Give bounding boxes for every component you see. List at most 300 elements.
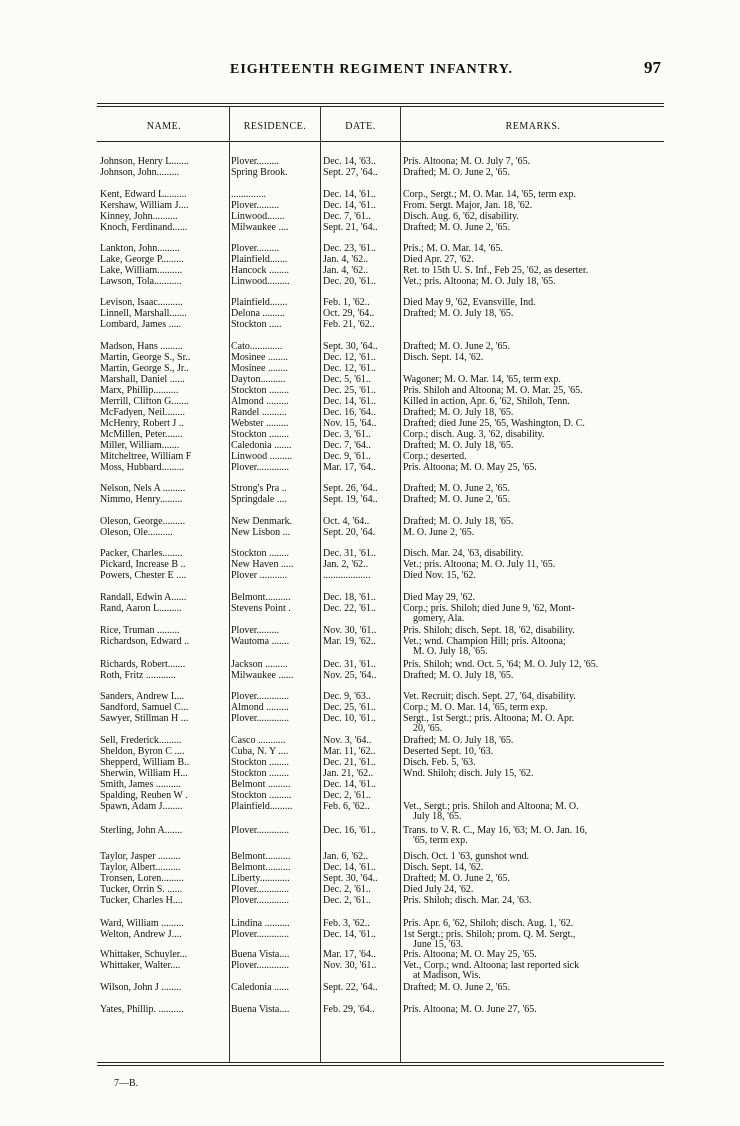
date-cell: Sept. 27, '64.. (323, 168, 378, 178)
table-row (0, 190, 740, 200)
name-cell: Sanders, Andrew I.... (100, 692, 185, 702)
remarks-cell: Pris. Apr. 6, '62, Shiloh; disch. Aug. 1, '62. (403, 918, 574, 929)
table-row-continuation (0, 812, 740, 822)
name-cell: Sell, Frederick......... (100, 736, 182, 746)
date-cell: Dec. 7, '61.. (323, 212, 371, 222)
name-cell: Sterling, John A....... (100, 826, 183, 836)
table-row (0, 571, 740, 581)
date-cell: Dec. 16, '61.. (323, 826, 376, 836)
date-cell: Sept. 30, '64.. (323, 342, 378, 352)
remarks-cell: Corp.; pris. Shiloh; died June 9, '62, Mont- (403, 603, 575, 614)
residence-cell: Caledonia ....... (231, 441, 292, 451)
residence-cell: Belmont ......... (231, 780, 291, 790)
table-row (0, 353, 740, 363)
name-cell: Lombard, James ..... (100, 320, 182, 330)
name-cell: Sheldon, Byron C .... (100, 747, 185, 757)
name-cell: Madson, Hans ......... (100, 342, 183, 352)
remarks-continuation: June 15, '63. (413, 939, 464, 950)
date-cell: Jan. 4, '62.. (323, 255, 369, 265)
date-cell: Dec. 2, '61.. (323, 885, 371, 895)
residence-cell: Stockton ........ (231, 758, 290, 768)
residence-cell: Buena Vista.... (231, 950, 290, 960)
table-header-rule (97, 141, 664, 142)
residence-cell: Plover............. (231, 826, 290, 836)
remarks-cell: Wnd. Shiloh; disch. July 15, '62. (403, 768, 534, 779)
residence-cell: Cato............. (231, 342, 283, 352)
date-cell: Sept. 19, '64.. (323, 495, 378, 505)
table-row (0, 201, 740, 211)
residence-cell: Belmont.......... (231, 593, 291, 603)
residence-cell: Plainfield....... (231, 298, 288, 308)
table-row (0, 430, 740, 440)
table-row (0, 874, 740, 884)
date-cell: Nov. 15, '64.. (323, 419, 377, 429)
remarks-cell: Disch. Feb. 5, '63. (403, 757, 476, 768)
date-cell: Dec. 10, '61.. (323, 714, 376, 724)
remarks-cell: Corp.; deserted. (403, 451, 467, 462)
table-bottom-rule-2 (97, 1065, 664, 1066)
remarks-cell: Trans. to V. R. C., May 16, '63; M. O. Jan. 16, (403, 825, 588, 836)
name-cell: Rand, Aaron L......... (100, 604, 182, 614)
date-cell: Jan. 2, '62.. (323, 560, 369, 570)
residence-cell: Plover ........... (231, 571, 288, 581)
name-cell: Pickard, Increase B .. (100, 560, 186, 570)
table-row (0, 863, 740, 873)
date-cell: Dec. 2, '61.. (323, 791, 371, 801)
table-row (0, 637, 740, 647)
table-row (0, 593, 740, 603)
date-cell: Dec. 25, '61.. (323, 386, 376, 396)
remarks-cell: Drafted; M. O. June 2, '65. (403, 341, 511, 352)
name-cell: Welton, Andrew J.... (100, 930, 182, 940)
table-row (0, 626, 740, 636)
date-cell: Sept. 30, '64.. (323, 874, 378, 884)
date-cell: Dec. 14, '61.. (323, 930, 376, 940)
name-cell: Sherwin, William H... (100, 769, 188, 779)
name-cell: Powers, Chester E .... (100, 571, 187, 581)
column-header-name: NAME. (146, 121, 182, 132)
name-cell: Rice, Truman ......... (100, 626, 180, 636)
remarks-cell: Drafted; M. O. June 2, '65. (403, 494, 511, 505)
residence-cell: .............. (231, 190, 266, 200)
table-row (0, 919, 740, 929)
table-row (0, 484, 740, 494)
name-cell: Tucker, Charles H.... (100, 896, 183, 906)
table-row (0, 983, 740, 993)
table-row (0, 747, 740, 757)
table-row (0, 277, 740, 287)
table-row-continuation (0, 724, 740, 734)
date-cell: Jan. 6, '62.. (323, 852, 369, 862)
residence-cell: Linwood ......... (231, 452, 293, 462)
table-row (0, 342, 740, 352)
remarks-cell: Drafted; M. O. July 18, '65. (403, 440, 514, 451)
table-row (0, 660, 740, 670)
table-row (0, 961, 740, 971)
name-cell: Wilson, John J ........ (100, 983, 182, 993)
remarks-continuation: July 18, '65. (413, 811, 462, 822)
date-cell: Dec. 9, '61.. (323, 452, 371, 462)
residence-cell: Plover......... (231, 244, 280, 254)
remarks-cell: Pris. Altoona; M. O. June 27, '65. (403, 1004, 537, 1015)
name-cell: Taylor, Albert.......... (100, 863, 181, 873)
page-title: EIGHTEENTH REGIMENT INFANTRY. (230, 62, 514, 77)
name-cell: McMillen, Peter....... (100, 430, 183, 440)
date-cell: Mar. 11, '62.. (323, 747, 376, 757)
residence-cell: Mosinee ........ (231, 353, 288, 363)
residence-cell: Linwood......... (231, 277, 290, 287)
remarks-cell: From. Sergt. Major, Jan. 18, '62. (403, 200, 533, 211)
date-cell: Dec. 5, '61.. (323, 375, 371, 385)
residence-cell: Jackson ......... (231, 660, 288, 670)
date-cell: Dec. 7, '64.. (323, 441, 371, 451)
remarks-cell: 1st Sergt.; pris. Shiloh; prom. Q. M. Sergt., (403, 929, 576, 940)
date-cell: Dec. 14, '61.. (323, 863, 376, 873)
date-cell: Dec. 31, '61.. (323, 549, 376, 559)
remarks-cell: Vet.; pris. Altoona; M. O. July 11, '65. (403, 559, 556, 570)
date-cell: Jan. 21, '62.. (323, 769, 374, 779)
residence-cell: New Denmark. (231, 517, 293, 527)
name-cell: Kershaw, William J.... (100, 201, 189, 211)
table-row (0, 266, 740, 276)
table-row (0, 168, 740, 178)
signature-mark: 7—B. (114, 1078, 139, 1089)
remarks-cell: M. O. June 2, '65. (403, 527, 475, 538)
remarks-cell: Died May 29, '62. (403, 592, 476, 603)
residence-cell: Randel .......... (231, 408, 287, 418)
table-row (0, 157, 740, 167)
table-row (0, 375, 740, 385)
date-cell: ................... (323, 571, 371, 581)
remarks-cell: Pris. Shiloh and Altoona; M. O. Mar. 25, '65. (403, 385, 583, 396)
date-cell: Sept. 21, '64.. (323, 223, 378, 233)
table-top-rule (97, 103, 664, 104)
table-row (0, 320, 740, 330)
residence-cell: Casco ........... (231, 736, 286, 746)
name-cell: Packer, Charles........ (100, 549, 183, 559)
residence-cell: Hancock ........ (231, 266, 290, 276)
name-cell: Nimmo, Henry......... (100, 495, 183, 505)
table-row (0, 463, 740, 473)
residence-cell: Stockton ........ (231, 386, 290, 396)
residence-cell: Strong's Pra .. (231, 484, 287, 494)
date-cell: Jan. 4, '62.. (323, 266, 369, 276)
remarks-cell: Pris. Shiloh; disch. Mar. 24, '63. (403, 895, 532, 906)
residence-cell: Buena Vista.... (231, 1005, 290, 1015)
remarks-cell: Disch. Sept. 14, '62. (403, 352, 484, 363)
remarks-cell: Ret. to 15th U. S. Inf., Feb 25, '62, as deserter. (403, 265, 589, 276)
table-row-continuation (0, 940, 740, 950)
residence-cell: Milwaukee ...... (231, 671, 294, 681)
name-cell: Shepperd, William B.. (100, 758, 190, 768)
table-row (0, 452, 740, 462)
remarks-cell: Died Nov. 15, '62. (403, 570, 476, 581)
remarks-continuation: gomery, Ala. (413, 613, 465, 624)
table-row (0, 950, 740, 960)
date-cell: Mar. 19, '62.. (323, 637, 376, 647)
residence-cell: Springdale .... (231, 495, 287, 505)
table-row (0, 703, 740, 713)
name-cell: Lankton, John......... (100, 244, 180, 254)
date-cell: Dec. 21, '61.. (323, 758, 376, 768)
remarks-cell: Corp.; M. O. Mar. 14, '65, term exp. (403, 702, 548, 713)
name-cell: Yates, Phillip. .......... (100, 1005, 184, 1015)
name-cell: Tucker, Orrin S. ...... (100, 885, 183, 895)
residence-cell: New Lisbon ... (231, 528, 291, 538)
name-cell: Oleson, Ole.......... (100, 528, 173, 538)
name-cell: Richards, Robert....... (100, 660, 186, 670)
name-cell: Linnell, Marshall....... (100, 309, 187, 319)
remarks-cell: Vet., Sergt.; pris. Shiloh and Altoona; M. O. (403, 801, 579, 812)
residence-cell: Webster ......... (231, 419, 289, 429)
name-cell: Johnson, John......... (100, 168, 180, 178)
remarks-cell: Sergt., 1st Sergt.; pris. Altoona; M. O. Apr. (403, 713, 575, 724)
name-cell: Taylor, Jasper ......... (100, 852, 181, 862)
remarks-cell: Drafted; M. O. June 2, '65. (403, 167, 511, 178)
table-row (0, 802, 740, 812)
name-cell: Nelson, Nels A ......... (100, 484, 186, 494)
date-cell: Oct. 29, '64.. (323, 309, 375, 319)
remarks-cell: Pris. Altoona; M. O. May 25, '65. (403, 462, 537, 473)
name-cell: Marshall, Daniel ...... (100, 375, 185, 385)
table-top-rule-2 (97, 106, 664, 107)
name-cell: Spawn, Adam J........ (100, 802, 183, 812)
date-cell: Dec. 2, '61.. (323, 896, 371, 906)
residence-cell: Plover............. (231, 463, 290, 473)
remarks-cell: Disch. Oct. 1 '63, gunshot wnd. (403, 851, 529, 862)
remarks-cell: Drafted; M. O. June 2, '65. (403, 222, 511, 233)
name-cell: Sawyer, Stillman H ... (100, 714, 189, 724)
table-row (0, 736, 740, 746)
date-cell: Nov. 3, '64.. (323, 736, 372, 746)
date-cell: Dec. 14, '61.. (323, 201, 376, 211)
residence-cell: Caledonia ...... (231, 983, 290, 993)
name-cell: Knoch, Ferdinand...... (100, 223, 188, 233)
table-row (0, 560, 740, 570)
residence-cell: Plainfield......... (231, 802, 293, 812)
name-cell: Lawson, Tola........... (100, 277, 182, 287)
name-cell: Roth, Fritz ............ (100, 671, 176, 681)
name-cell: Oleson, George......... (100, 517, 186, 527)
remarks-continuation: '65, term exp. (413, 835, 468, 846)
date-cell: Feb. 29, '64.. (323, 1005, 375, 1015)
residence-cell: Almond ......... (231, 703, 289, 713)
table-row (0, 692, 740, 702)
table-row (0, 408, 740, 418)
name-cell: Levison, Isaac.......... (100, 298, 183, 308)
residence-cell: Belmont.......... (231, 852, 291, 862)
table-row (0, 780, 740, 790)
date-cell: Feb. 1, '62.. (323, 298, 370, 308)
date-cell: Mar. 17, '64.. (323, 463, 376, 473)
name-cell: Lake, George P......... (100, 255, 184, 265)
residence-cell: Plover............. (231, 714, 290, 724)
residence-cell: Plover......... (231, 201, 280, 211)
residence-cell: Stockton ..... (231, 320, 282, 330)
table-bottom-rule (97, 1062, 664, 1063)
name-cell: McFadyen, Neil........ (100, 408, 185, 418)
residence-cell: Spring Brook. (231, 168, 288, 178)
remarks-cell: Died July 24, '62. (403, 884, 474, 895)
table-row (0, 549, 740, 559)
table-row (0, 930, 740, 940)
remarks-cell: Deserted Sept. 10, '63. (403, 746, 494, 757)
residence-cell: Plover......... (231, 626, 280, 636)
remarks-cell: Pris. Shiloh; disch. Sept. 18, '62, disability. (403, 625, 575, 636)
table-row (0, 769, 740, 779)
date-cell: Feb. 3, '62.. (323, 919, 370, 929)
remarks-cell: Died Apr. 27, '62. (403, 254, 474, 265)
remarks-cell: Drafted; M. O. July 18, '65. (403, 516, 514, 527)
table-row (0, 441, 740, 451)
table-row (0, 896, 740, 906)
residence-cell: Dayton.......... (231, 375, 286, 385)
date-cell: Dec. 31, '61.. (323, 660, 376, 670)
name-cell: Moss, Hubbard......... (100, 463, 185, 473)
name-cell: Tronsen, Loren......... (100, 874, 184, 884)
date-cell: Oct. 4, '64.. (323, 517, 370, 527)
date-cell: Dec. 20, '61.. (323, 277, 376, 287)
name-cell: Whittaker, Schuyler... (100, 950, 188, 960)
remarks-cell: Drafted; M. O. June 2, '65. (403, 873, 511, 884)
residence-cell: Stockton ........ (231, 549, 290, 559)
table-row (0, 604, 740, 614)
remarks-cell: Killed in action, Apr. 6, '62, Shiloh, Tenn. (403, 396, 570, 407)
residence-cell: Wautoma ....... (231, 637, 290, 647)
remarks-cell: Wagoner; M. O. Mar. 14, '65, term exp. (403, 374, 561, 385)
date-cell: Sept. 20, '64. (323, 528, 376, 538)
remarks-cell: Corp., Sergt.; M. O. Mar. 14, '65, term exp. (403, 189, 576, 200)
page-number: 97 (644, 58, 661, 77)
residence-cell: Plover............. (231, 885, 290, 895)
table-row (0, 397, 740, 407)
table-row (0, 528, 740, 538)
table-row (0, 244, 740, 254)
remarks-cell: Drafted; M. O. June 2, '65. (403, 483, 511, 494)
residence-cell: New Haven ..... (231, 560, 294, 570)
residence-cell: Plainfield....... (231, 255, 288, 265)
name-cell: Kinney, John.......... (100, 212, 178, 222)
name-cell: Kent, Edward L......... (100, 190, 187, 200)
remarks-cell: Pris.; M. O. Mar. 14, '65. (403, 243, 503, 254)
remarks-cell: Disch. Mar. 24, '63, disability. (403, 548, 524, 559)
date-cell: Dec. 14, '61.. (323, 397, 376, 407)
date-cell: Feb. 21, '62.. (323, 320, 375, 330)
table-row-continuation (0, 836, 740, 846)
name-cell: Lake, William.......... (100, 266, 183, 276)
name-cell: Merrill, Clifton G....... (100, 397, 189, 407)
date-cell: Feb. 6, '62.. (323, 802, 370, 812)
residence-cell: Plover............. (231, 692, 290, 702)
table-row (0, 419, 740, 429)
date-cell: Dec. 23, '61.. (323, 244, 376, 254)
date-cell: Dec. 22, '61.. (323, 604, 376, 614)
residence-cell: Delona ......... (231, 309, 285, 319)
date-cell: Dec. 16, '64.. (323, 408, 376, 418)
residence-cell: Stevens Point . (231, 604, 291, 614)
date-cell: Dec. 14, '63.. (323, 157, 376, 167)
column-header-remarks: REMARKS. (505, 121, 561, 132)
remarks-cell: Died May 9, '62, Evansville, Ind. (403, 297, 536, 308)
name-cell: Richardson, Edward .. (100, 637, 190, 647)
table-row (0, 1005, 740, 1015)
table-row (0, 826, 740, 836)
name-cell: Randall, Edwin A...... (100, 593, 187, 603)
date-cell: Dec. 9, '63.. (323, 692, 371, 702)
date-cell: Dec. 25, '61.. (323, 703, 376, 713)
residence-cell: Plover............. (231, 961, 290, 971)
remarks-cell: Drafted; M. O. July 18, '65. (403, 407, 514, 418)
date-cell: Dec. 3, '61.. (323, 430, 371, 440)
remarks-cell: Vet., Corp.; wnd. Altoona; last reported sick (403, 960, 580, 971)
column-header-residence: RESIDENCE. (243, 121, 307, 132)
name-cell: Martin, George S., Jr.. (100, 364, 189, 374)
table-row (0, 517, 740, 527)
name-cell: Ward, William ......... (100, 919, 184, 929)
table-row (0, 255, 740, 265)
date-cell: Nov. 30, '61.. (323, 626, 377, 636)
remarks-cell: Pris. Altoona; M. O. July 7, '65. (403, 156, 531, 167)
name-cell: Johnson, Henry L....... (100, 157, 189, 167)
table-row (0, 212, 740, 222)
table-row-continuation (0, 614, 740, 624)
residence-cell: Belmont.......... (231, 863, 291, 873)
name-cell: McHenry, Robert J .. (100, 419, 184, 429)
remarks-cell: Pris. Shiloh; wnd. Oct. 5, '64; M. O. July 12, '65. (403, 659, 599, 670)
table-row (0, 298, 740, 308)
remarks-cell: Drafted; M. O. July 18, '65. (403, 670, 514, 681)
date-cell: Mar. 17, '64.. (323, 950, 376, 960)
remarks-cell: Drafted; died June 25, '65, Washington, D. C. (403, 418, 585, 429)
remarks-cell: Vet.; pris. Altoona; M. O. July 18, '65. (403, 276, 556, 287)
residence-cell: Linwood....... (231, 212, 285, 222)
residence-cell: Mosinee ........ (231, 364, 288, 374)
date-cell: Dec. 14, '61.. (323, 780, 376, 790)
date-cell: Sept. 26, '64.. (323, 484, 378, 494)
date-cell: Dec. 12, '61.. (323, 364, 376, 374)
residence-cell: Cuba, N. Y .... (231, 747, 289, 757)
table-row (0, 671, 740, 681)
remarks-cell: Disch. Sept. 14, '62. (403, 862, 484, 873)
remarks-cell: Pris. Altoona; M. O. May 25, '65. (403, 949, 537, 960)
residence-cell: Milwaukee .... (231, 223, 289, 233)
remarks-continuation: 20, '65. (413, 723, 443, 734)
name-cell: Marx, Phillip.......... (100, 386, 179, 396)
residence-cell: Almond ......... (231, 397, 289, 407)
residence-cell: Lindina .......... (231, 919, 290, 929)
table-row (0, 791, 740, 801)
table-row (0, 309, 740, 319)
name-cell: Sandford, Samuel C... (100, 703, 189, 713)
date-cell: Nov. 25, '64.. (323, 671, 377, 681)
remarks-cell: Drafted; M. O. July 18, '65. (403, 308, 514, 319)
name-cell: Spalding, Reuben W . (100, 791, 188, 801)
table-row (0, 386, 740, 396)
remarks-continuation: at Madison, Wis. (413, 970, 481, 981)
table-row (0, 758, 740, 768)
name-cell: Mitcheltree, William F (100, 452, 192, 462)
name-cell: Whittaker, Walter.... (100, 961, 181, 971)
table-row-continuation (0, 647, 740, 657)
residence-cell: Stockton ........ (231, 769, 290, 779)
table-row (0, 364, 740, 374)
remarks-cell: Drafted; M. O. June 2, '65. (403, 982, 511, 993)
date-cell: Dec. 18, '61.. (323, 593, 376, 603)
table-row (0, 852, 740, 862)
remarks-cell: Vet. Recruit; disch. Sept. 27, '64, disability. (403, 691, 576, 702)
table-row-continuation (0, 971, 740, 981)
date-cell: Dec. 12, '61.. (323, 353, 376, 363)
